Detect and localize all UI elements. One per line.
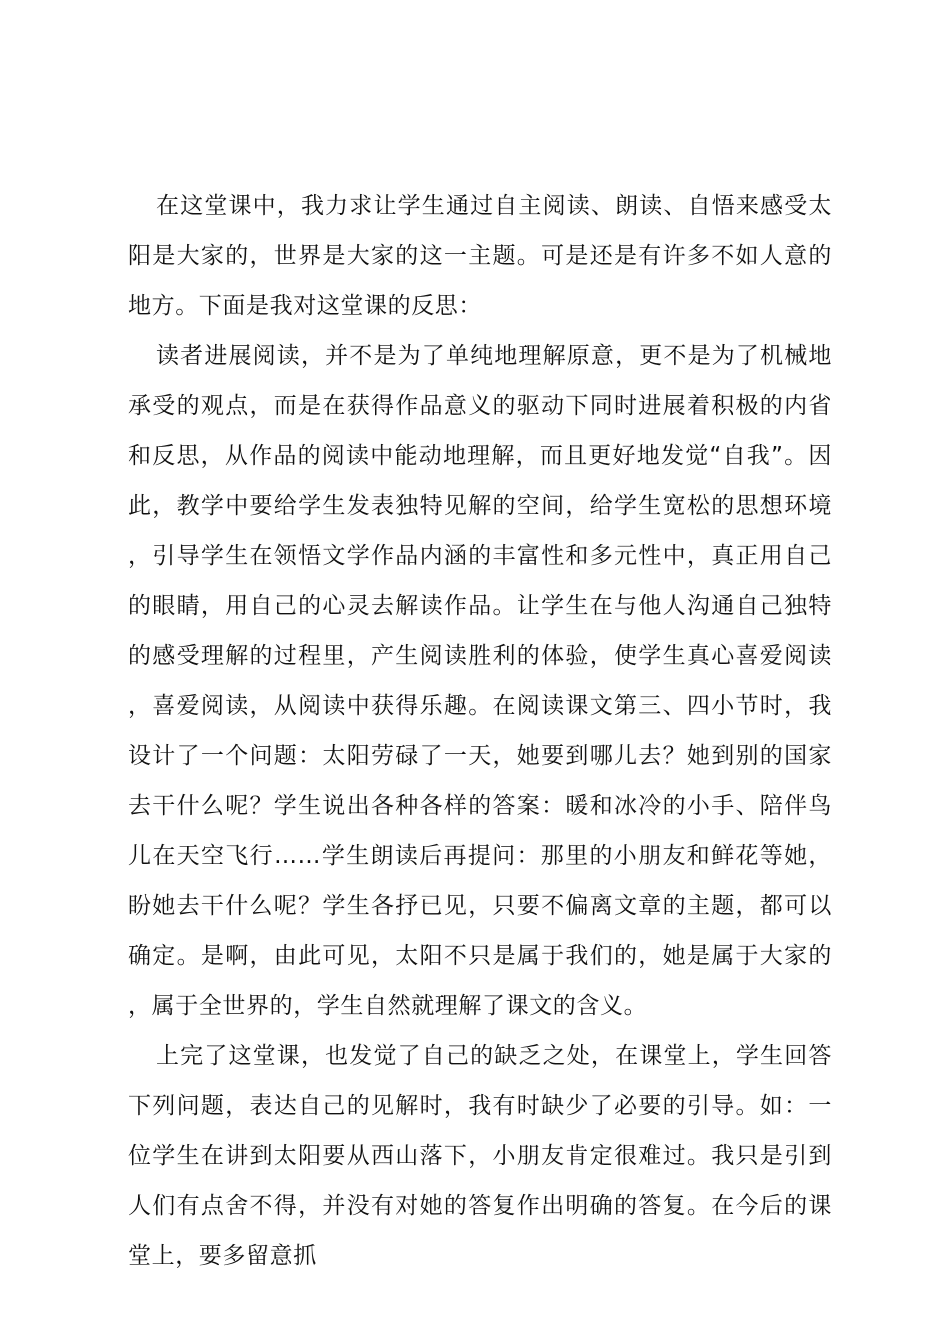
paragraph-reading-theory: 读者进展阅读，并不是为了单纯地理解原意，更不是为了机械地承受的观点，而是在获得作品意义的驱动下同时进展着积极的内省和反思，从作品的阅读中能动地理解，而且更好地发觉“自我”。因此，教学中要给学生发表独特见解的空间，给学生宽松的思想环境，引导学生在领悟文学作品内涵的丰富性和多元性中，真正用自己的眼睛，用自己的心灵去解读作品。让学生在与他人沟通自己独特的感受理解的过程里，产生阅读胜利的体验，使学生真心喜爱阅读，喜爱阅读，从阅读中获得乐趣。在阅读课文第三、四小节时，我设计了一个问题：太阳劳碌了一天，她要到哪儿去？她到别的国家去干什么呢？学生说出各种各样的答案：暖和冰冷的小手、陪伴鸟儿在天空飞行……学生朗读后再提问：那里的小朋友和鲜花等她，盼她去干什么呢？学生各抒已见，只要不偏离文章的主题，都可以确定。是啊，由此可见，太阳不只是属于我们的，她是属于大家的，属于全世界的，学生自然就理解了课文的含义。: [128, 343, 832, 1019]
body-text: [128, 181, 832, 1281]
paragraph-shortcomings: 上完了这堂课，也发觉了自己的缺乏之处，在课堂上，学生回答下列问题，表达自己的见解时，我有时缺少了必要的引导。如：一位学生在讲到太阳要从西山落下，小朋友肯定很难过。我只是引到人们有点舍不得，并没有对她的答复作出明确的答复。在今后的课堂上，要多留意抓: [128, 1043, 832, 1269]
paragraph-intro: 在这堂课中，我力求让学生通过自主阅读、朗读、自悟来感受太阳是大家的，世界是大家的这一主题。可是还是有许多不如人意的地方。下面是我对这堂课的反思：: [128, 193, 832, 319]
